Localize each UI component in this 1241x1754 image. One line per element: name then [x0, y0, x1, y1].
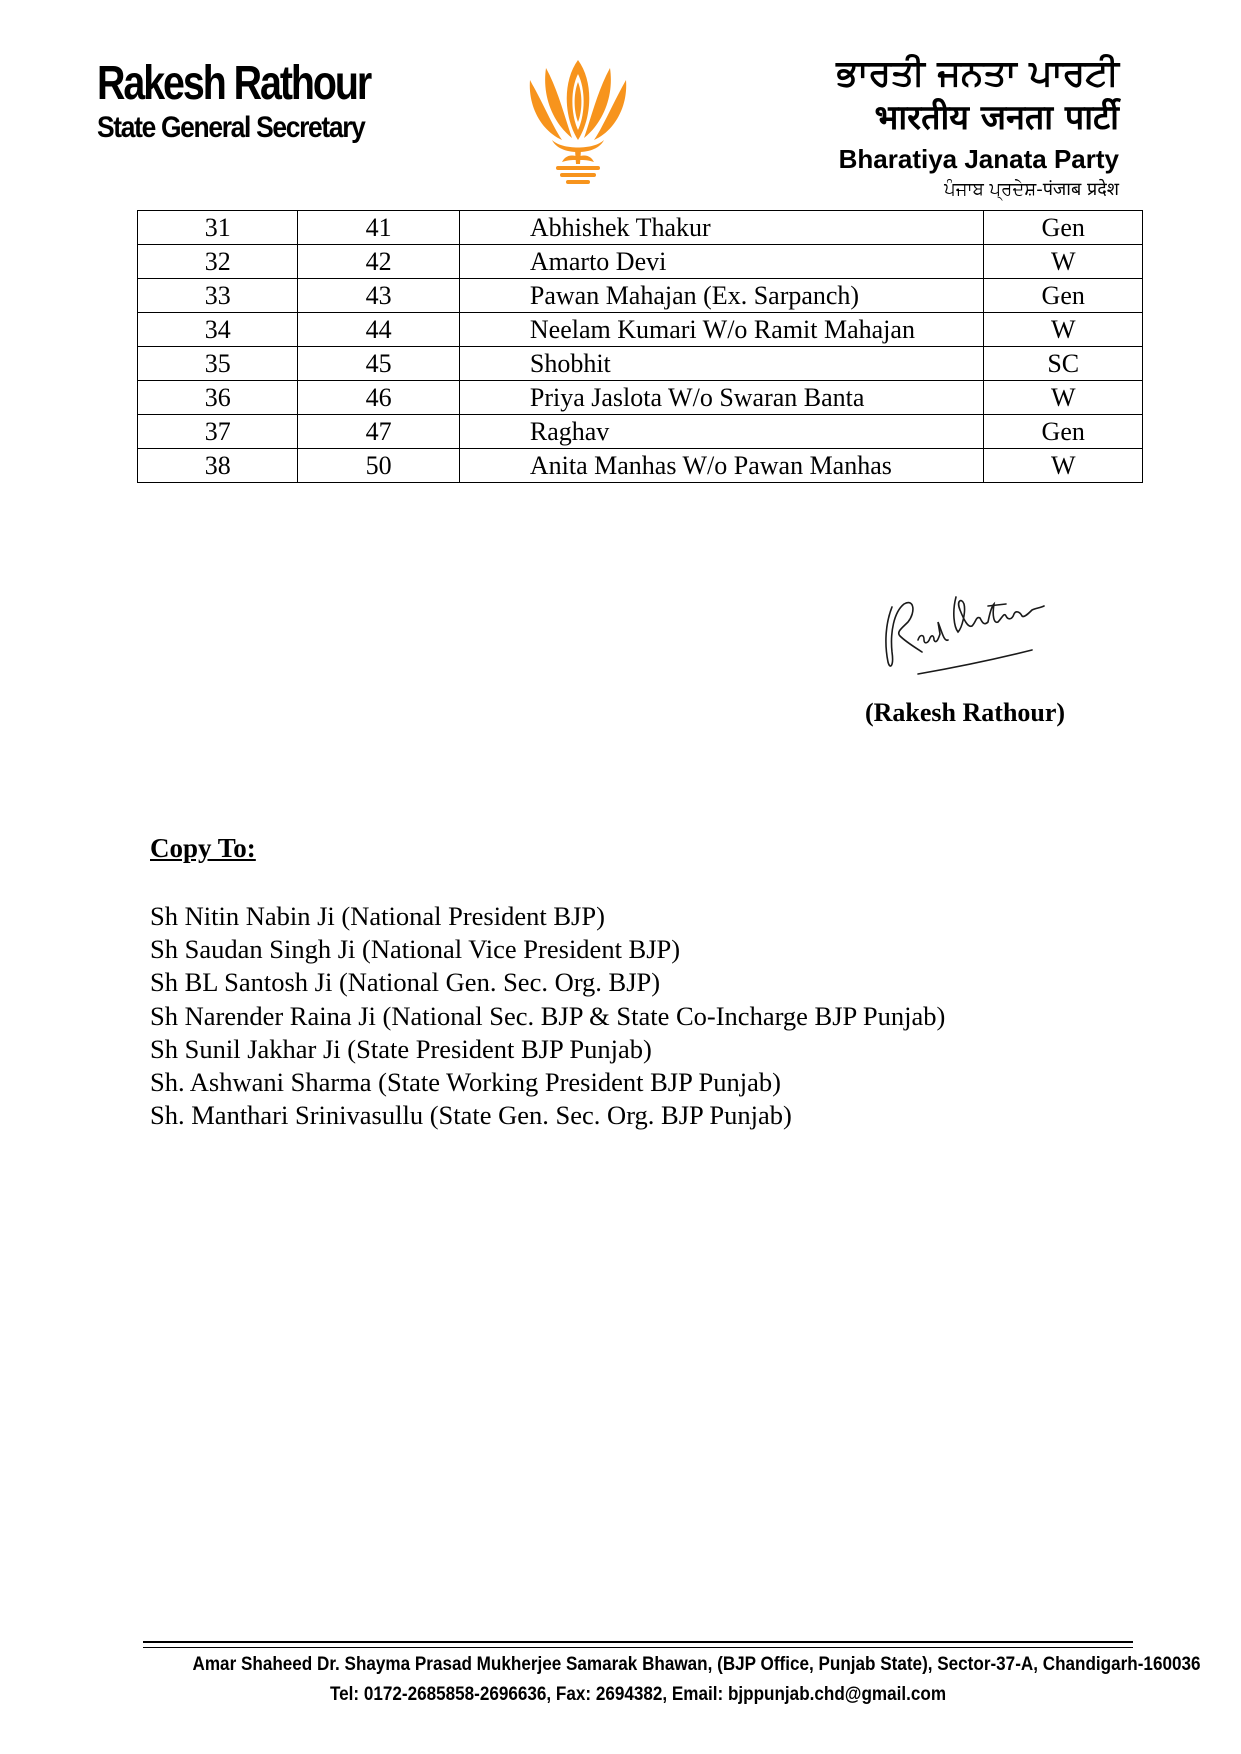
category-cell: W	[984, 313, 1143, 347]
table-row	[138, 313, 1143, 347]
candidate-name-cell: Pawan Mahajan (Ex. Sarpanch)	[459, 279, 984, 313]
footer-address: Amar Shaheed Dr. Shayma Prasad Mukherjee Samarak Bhawan, (BJP Office, Punjab State), Sector-37-A, Chandigarh-160036	[192, 1654, 1201, 1675]
sender-title: State General Secretary	[97, 110, 365, 144]
table-row	[138, 415, 1143, 449]
candidate-name-cell: Shobhit	[459, 347, 984, 381]
list-item: Sh Narender Raina Ji (National Sec. BJP & State Co-Incharge BJP Punjab)	[150, 1000, 946, 1031]
category-cell: W	[984, 245, 1143, 279]
signature-image	[872, 582, 1072, 682]
copy-to-list	[150, 900, 945, 1132]
list-item: Sh Saudan Singh Ji (National Vice President BJP)	[150, 934, 681, 965]
party-name-hindi: भारतीय जनता पार्टी	[874, 98, 1119, 138]
candidate-name-cell: Amarto Devi	[459, 245, 984, 279]
signatory-name: (Rakesh Rathour)	[865, 698, 1066, 727]
serial-number-cell: 34	[138, 313, 298, 347]
table-row	[138, 347, 1143, 381]
footer-contact: Tel: 0172-2685858-2696636, Fax: 2694382, Email: bjppunjab.chd@gmail.com	[329, 1684, 947, 1705]
candidate-name-cell: Neelam Kumari W/o Ramit Mahajan	[459, 313, 984, 347]
table-row	[138, 245, 1143, 279]
category-cell: W	[984, 449, 1143, 483]
serial-number-cell: 36	[138, 381, 298, 415]
serial-number-cell: 31	[138, 211, 298, 245]
ward-number-cell: 50	[298, 449, 459, 483]
serial-number-cell: 32	[138, 245, 298, 279]
list-item: Sh. Ashwani Sharma (State Working President BJP Punjab)	[150, 1066, 781, 1097]
table-row	[138, 381, 1143, 415]
category-cell: W	[984, 381, 1143, 415]
candidate-name-cell: Abhishek Thakur	[459, 211, 984, 245]
candidate-name-cell: Priya Jaslota W/o Swaran Banta	[459, 381, 984, 415]
footer-divider	[143, 1641, 1133, 1643]
category-cell: Gen	[984, 211, 1143, 245]
serial-number-cell: 37	[138, 415, 298, 449]
table-row	[138, 449, 1143, 483]
ward-number-cell: 45	[298, 347, 459, 381]
copy-to-heading: Copy To:	[150, 833, 256, 863]
ward-number-cell: 46	[298, 381, 459, 415]
footer	[143, 1650, 1201, 1710]
state-unit: ਪੰਜਾਬ ਪ੍ਰਦੇਸ਼-पंजाब प्रदेश	[944, 179, 1119, 200]
list-item: Sh Sunil Jakhar Ji (State President BJP Punjab)	[150, 1033, 652, 1064]
party-name-punjabi: ਭਾਰਤੀ ਜਨਤਾ ਪਾਰਟੀ	[836, 53, 1119, 94]
party-name-english: Bharatiya Janata Party	[838, 144, 1119, 174]
lotus-icon	[522, 60, 634, 185]
category-cell: SC	[984, 347, 1143, 381]
ward-number-cell: 41	[298, 211, 459, 245]
table-row	[138, 211, 1143, 245]
serial-number-cell: 35	[138, 347, 298, 381]
serial-number-cell: 38	[138, 449, 298, 483]
ward-number-cell: 47	[298, 415, 459, 449]
list-item: Sh. Manthari Srinivasullu (State Gen. Sec. Org. BJP Punjab)	[150, 1100, 792, 1131]
ward-number-cell: 42	[298, 245, 459, 279]
table-row	[138, 279, 1143, 313]
sender-name: Rakesh Rathour	[97, 57, 371, 110]
candidate-table	[137, 210, 1143, 483]
serial-number-cell: 33	[138, 279, 298, 313]
letterhead-party	[836, 52, 1119, 201]
candidate-name-cell: Anita Manhas W/o Pawan Manhas	[459, 449, 984, 483]
letterhead-sender	[97, 58, 430, 145]
footer-divider-thin	[143, 1647, 1133, 1648]
candidate-name-cell: Raghav	[459, 415, 984, 449]
ward-number-cell: 43	[298, 279, 459, 313]
list-item: Sh BL Santosh Ji (National Gen. Sec. Org. BJP)	[150, 967, 661, 998]
category-cell: Gen	[984, 279, 1143, 313]
list-item: Sh Nitin Nabin Ji (National President BJP)	[150, 901, 605, 931]
category-cell: Gen	[984, 415, 1143, 449]
ward-number-cell: 44	[298, 313, 459, 347]
